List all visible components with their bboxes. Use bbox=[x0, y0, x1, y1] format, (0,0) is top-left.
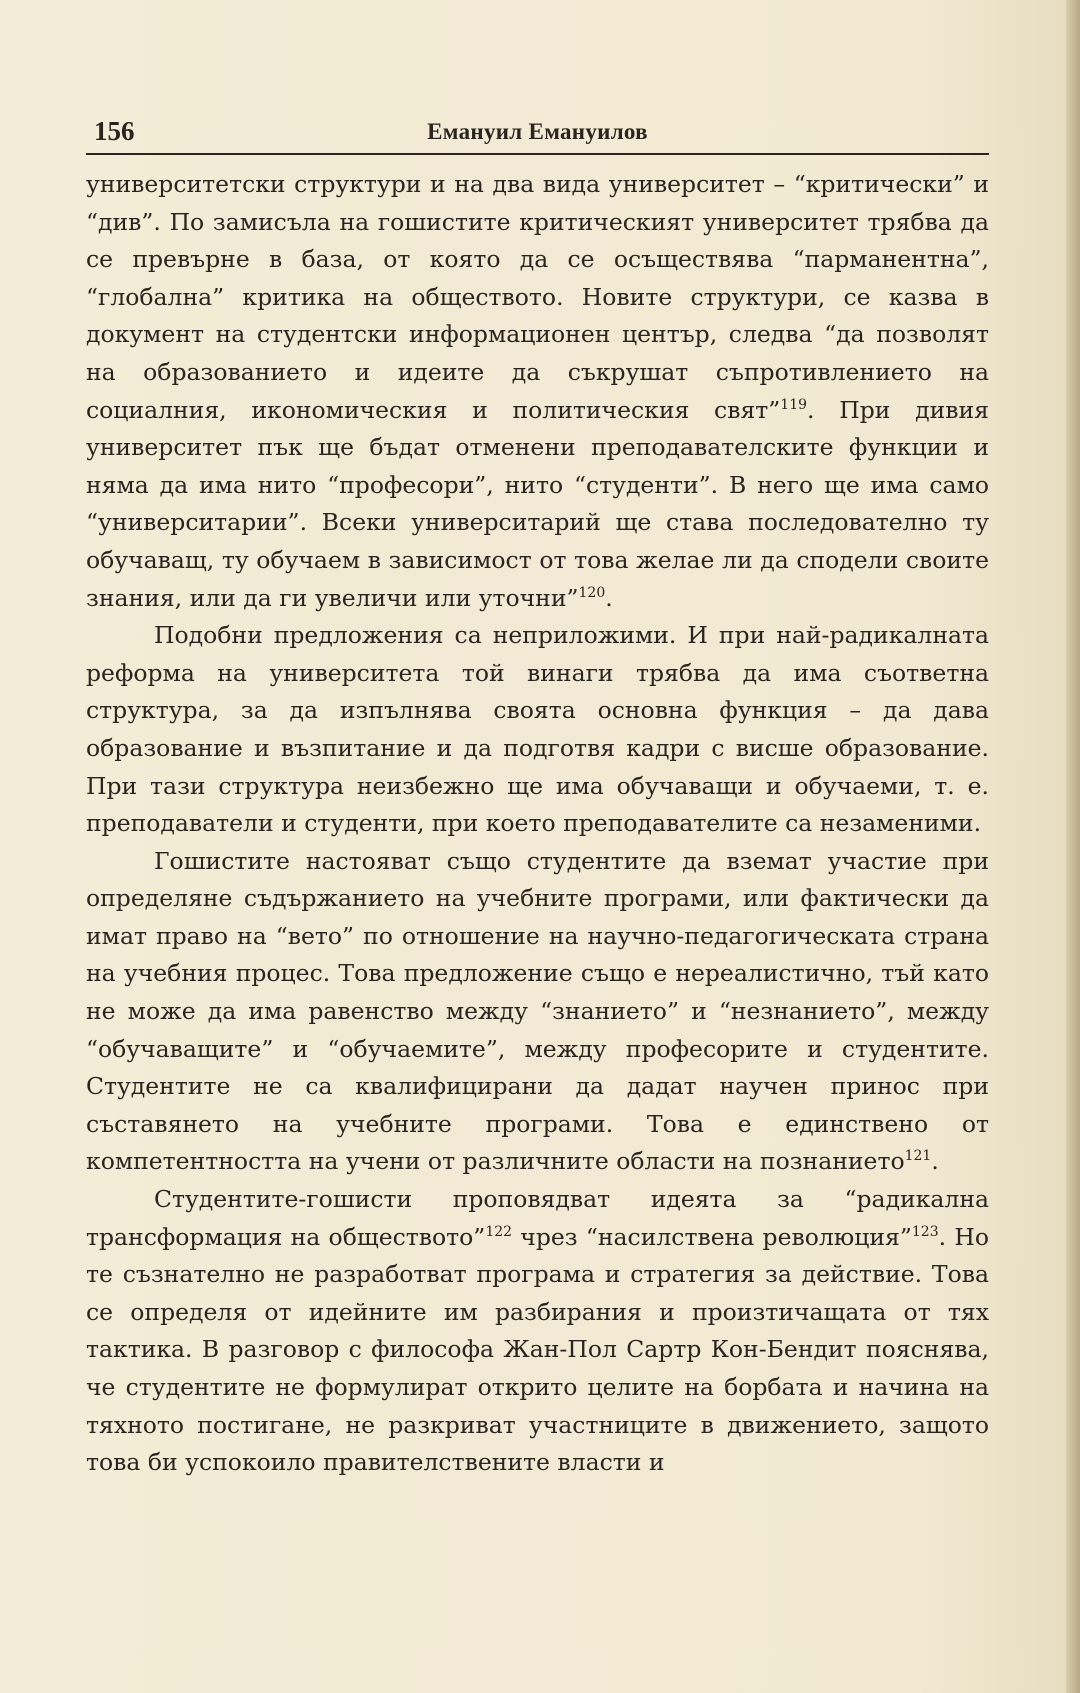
header-rule bbox=[86, 153, 989, 155]
footnote-ref: 123 bbox=[911, 1223, 939, 1240]
body-text bbox=[86, 166, 989, 1482]
paragraph-text: . bbox=[605, 583, 613, 612]
paragraph-1 bbox=[86, 166, 989, 617]
paragraph-text: Студентите-гошисти проповядват идеята за “радикална трансформация на обществото” bbox=[86, 1185, 989, 1251]
paragraph-text: Подобни предложения са неприложими. И при най-радикалната реформа на университета той винаги трябва да има съответна структура, за да изпълнява своята основна функция – да дава образование и възпитание и да подготвя кадри с висше образование. При тази структура неизбежно ще има обучаващи и обучаеми, т. е. преподаватели и студенти, при което преподавателите са незаменими. bbox=[86, 621, 989, 838]
page-number: 156 bbox=[94, 116, 135, 146]
paragraph-text: . Но те съзнателно не разработват програма и стратегия за действие. Това се определя от идейните им разбирания и произтичащата от тях тактика. В разговор с философа Жан-Пол Сартр Кон-Бендит пояснява, че студентите не формулират открито целите на борбата и начина на тяхното постигане, не разкриват участниците в движението, защото това би успокоило правителствените власти и bbox=[86, 1222, 989, 1477]
page-edge bbox=[1066, 0, 1080, 1693]
paragraph-text: чрез “насилствена революция” bbox=[512, 1222, 912, 1251]
paragraph-2 bbox=[86, 617, 989, 843]
footnote-ref: 119 bbox=[780, 396, 808, 413]
footnote-ref: 120 bbox=[578, 584, 606, 601]
running-title: Емануил Емануилов bbox=[427, 119, 648, 144]
footnote-ref: 122 bbox=[485, 1223, 513, 1240]
paragraph-3 bbox=[86, 843, 989, 1181]
footnote-ref: 121 bbox=[904, 1148, 932, 1165]
paragraph-4 bbox=[86, 1181, 989, 1482]
page-header bbox=[86, 116, 989, 152]
paragraph-text: Гошистите настояват също студентите да вземат участие при определяне съдържанието на учебните програми, или фактически да имат право на “вето” по отношение на научно-педагогическата страна на учебния процес. Това предложение също е нереалистично, тъй като не може да има равенство между “знанието” и “незнанието”, между “обучаващите” и “обучаемите”, между професорите и студентите. Студентите не са квалифицирани да дадат научен принос при съставянето на учебните програми. Това е единствено от компетентността на учени от различните области на познанието bbox=[86, 846, 989, 1176]
paragraph-text: . При дивия университет пък ще бъдат отменени преподавателските функции и няма да има нито “професори”, нито “студенти”. В него ще има само “университарии”. Всеки университарий ще става последователно ту обучаващ, ту обучаем в зависимост от това желае ли да сподели своите знания, или да ги увеличи или уточни” bbox=[86, 395, 989, 612]
paragraph-text: . bbox=[931, 1147, 939, 1176]
paragraph-text: университетски структури и на два вида университет – “критически” и “див”. По замисъла на гошистите критическият университет трябва да се превърне в база, от която да се осъществява “парманентна”, “глобална” критика на обществото. Новите структури, се казва в документ на студентски информационен център, следва “да позволят на образованието и идеите да съкрушат съпротивлението на социалния, икономическия и политическия свят” bbox=[86, 170, 989, 424]
